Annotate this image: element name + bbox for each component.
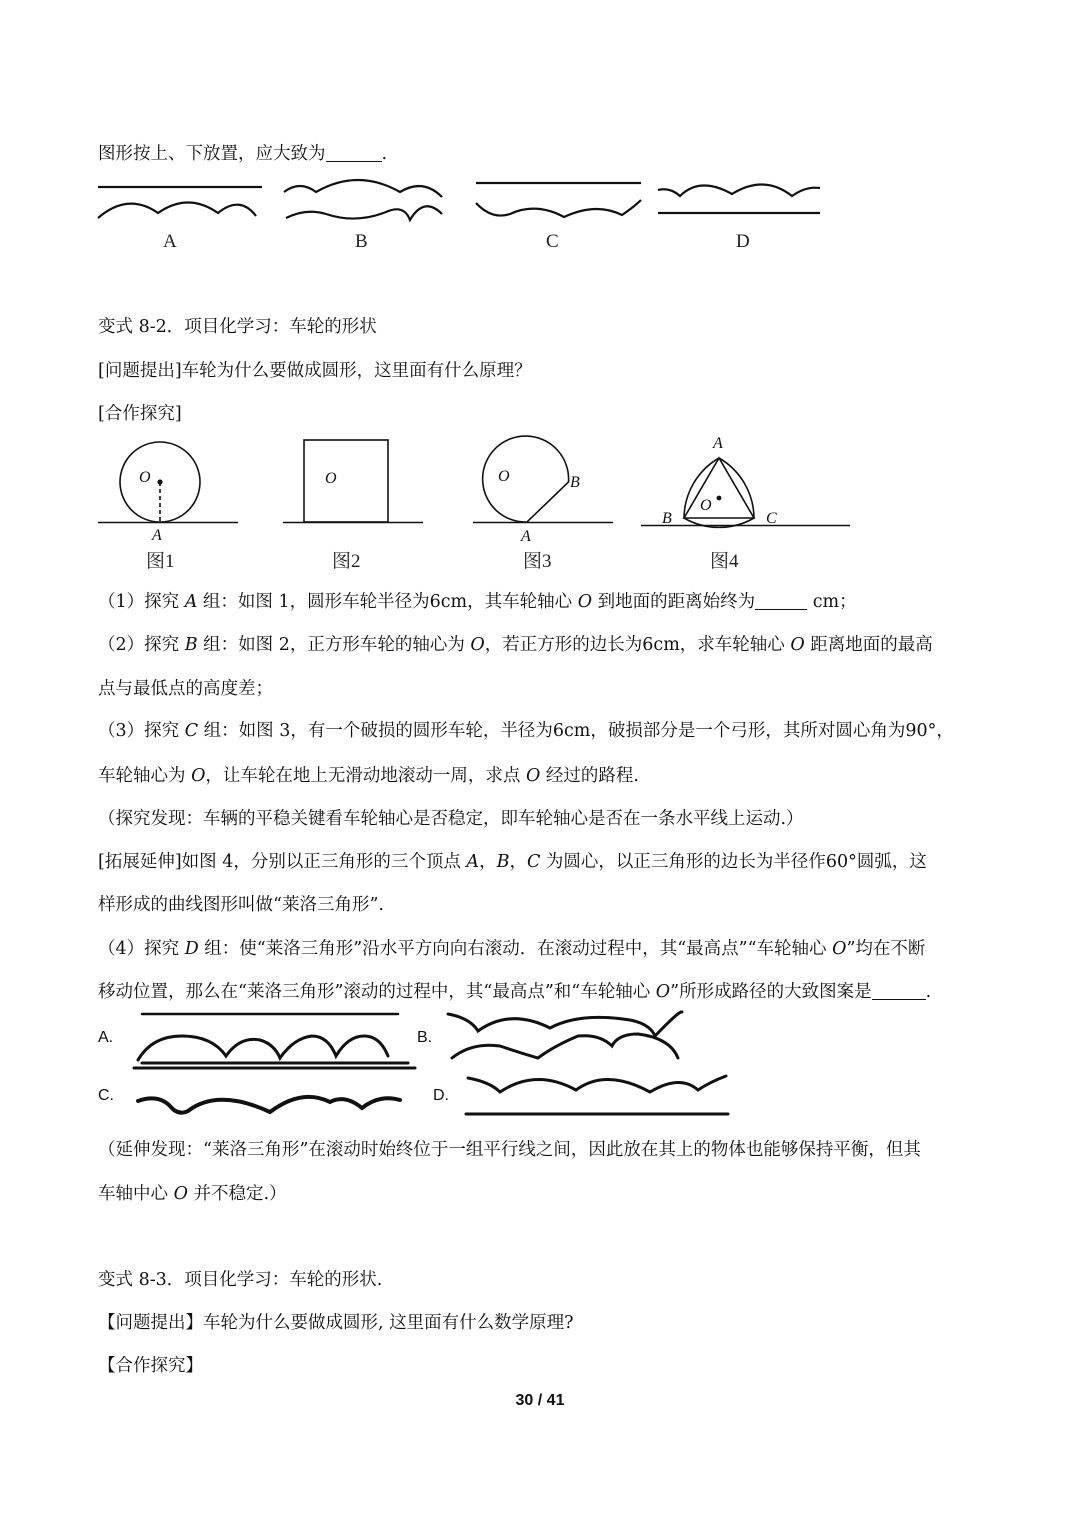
- fig1-label-o: O: [139, 469, 151, 486]
- wheel-figures: [95, 432, 865, 572]
- cooperate-heading: [合作探究]: [98, 404, 182, 424]
- answer-blank: [326, 144, 382, 163]
- finding-2-line1: （延伸发现：“莱洛三角形”在滚动时始终位于一组平行线之间，因此放在其上的物体也能够保持平衡，但其: [98, 1140, 921, 1160]
- question-3-line1: （3）探究 C 组：如图 3，有一个破损的圆形车轮，半径为6cm，破损部分是一个弓形，其所对圆心角为90°，: [98, 721, 954, 741]
- fig1-label-a: A: [152, 527, 162, 544]
- option-c-arches: [476, 200, 641, 217]
- q4-b-lower-curve: [452, 1034, 678, 1058]
- q4-a-curve: [138, 1036, 388, 1060]
- q4-option-b-label: B.: [417, 1029, 433, 1046]
- fig4-label-a: A: [713, 435, 723, 452]
- fig3-label-a: A: [521, 528, 531, 545]
- fig4-label-c: C: [766, 510, 777, 527]
- fig2-caption: 图2: [332, 551, 361, 572]
- q4-option-c-label: C.: [98, 1087, 114, 1104]
- fig4-center-dot: [717, 496, 722, 501]
- question-raised: [问题提出]车轮为什么要做成圆形，这里面有什么原理？: [98, 361, 532, 381]
- option-b-lower-wave: [286, 206, 442, 220]
- section-8-3-cooperate: 【合作探究】: [98, 1356, 203, 1376]
- top-question: 图形按上、下放置，应大致为 .: [98, 144, 388, 164]
- fig4-reuleaux: [684, 458, 754, 527]
- finding-2-line2: 车轴中心 O 并不稳定.）: [98, 1184, 287, 1204]
- extend-line2: 样形成的曲线图形叫做“莱洛三角形”.: [98, 895, 384, 915]
- extend-line1: [拓展延伸]如图 4，分别以正三角形的三个顶点 A，B，C 为圆心，以正三角形的边长为半径作60°圆弧，这: [98, 852, 927, 872]
- fig4-caption: 图4: [710, 551, 739, 572]
- fig2-square: [304, 440, 388, 522]
- question-4-line1: （4）探究 D 组：使“莱洛三角形”沿水平方向向右滚动．在滚动过程中，其“最高点”“车轮轴心 O”均在不断: [98, 939, 926, 959]
- question-3-line2: 车轮轴心为 O，让车轮在地上无滑动地滚动一周，求点 O 经过的路程.: [98, 766, 639, 786]
- fig1-center-dot: [157, 479, 162, 484]
- q4-b-upper-curve: [448, 1012, 682, 1036]
- option-b-label: B: [355, 231, 368, 252]
- fig4-label-o: O: [700, 497, 712, 514]
- q4-c-arches: [138, 1097, 400, 1113]
- q4-options-figure: [130, 1006, 750, 1121]
- q4-d-arches: [468, 1076, 726, 1092]
- top-options-figure: [90, 170, 850, 250]
- option-a-label: A: [163, 231, 177, 252]
- question-2-line1: （2）探究 B 组：如图 2，正方形车轮的轴心为 O，若正方形的边长为6cm，求车轮轴心 O 距离地面的最高: [98, 635, 933, 655]
- fig3-broken-circle: [483, 436, 569, 522]
- q1-answer-blank: [755, 592, 807, 611]
- section-8-2-title: 变式 8-2．项目化学习：车轮的形状: [98, 317, 377, 337]
- fig3-label-b: B: [570, 474, 580, 491]
- q4-option-d-label: D.: [433, 1087, 449, 1104]
- section-8-3-question-raised: 【问题提出】车轮为什么要做成圆形, 这里面有什么数学原理?: [98, 1313, 574, 1333]
- q4-option-a-label: A.: [98, 1029, 114, 1046]
- option-d-label: D: [736, 231, 750, 252]
- page-number: 30 / 41: [515, 1392, 565, 1409]
- fig4-label-b: B: [662, 510, 672, 527]
- question-1: （1）探究 A 组：如图 1，圆形车轮半径为6cm，其车轮轴心 O 到地面的距离始终为 cm；: [98, 592, 857, 612]
- fig1-caption: 图1: [146, 551, 175, 572]
- option-c-label: C: [546, 231, 559, 252]
- fig3-label-o: O: [498, 468, 510, 485]
- fig4-triangle: [684, 458, 754, 518]
- question-4-line2: 移动位置，那么在“莱洛三角形”滚动的过程中，其“最高点”和“车轮轴心 O”所形成路径的大致图案是 .: [98, 982, 932, 1002]
- question-2-line2: 点与最低点的高度差；: [98, 679, 273, 699]
- fig3-caption: 图3: [523, 551, 552, 572]
- option-a-wave: [98, 203, 256, 219]
- finding-1: （探究发现：车辆的平稳关键看车轮轴心是否稳定，即车轮轴心是否在一条水平线上运动.）: [98, 809, 804, 829]
- option-d-arches: [658, 184, 820, 196]
- q4-answer-blank: [872, 982, 926, 1001]
- fig2-label-o: O: [325, 470, 337, 487]
- option-b-upper-wave: [284, 180, 442, 197]
- section-8-3-title: 变式 8-3．项目化学习：车轮的形状.: [98, 1270, 383, 1290]
